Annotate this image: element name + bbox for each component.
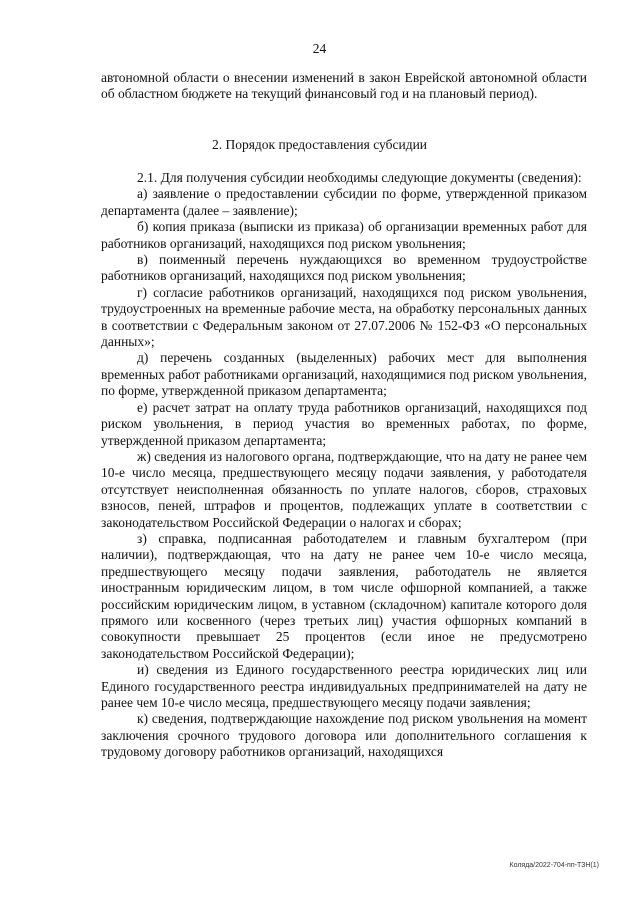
list-item-g: г) согласие работников организаций, находящихся под риском увольнения, трудоустроенных на временные рабочие места, на обработку персональных данных в соответствии с Федеральным законом от 27.07.2006 № 152-ФЗ «О персональных данных»; (101, 284, 587, 350)
list-item-k: к) сведения, подтверждающие нахождение под риском увольнения на момент заключения срочного трудового договора или дополнительного соглашения к трудовому договору работников организаций, находящихся (101, 711, 587, 760)
paragraph-2-1: 2.1. Для получения субсидии необходимы следующие документы (сведения): (137, 170, 582, 185)
list-item-i: и) сведения из Единого государственного реестра юридических лиц или Единого государственного реестра индивидуальных предпринимателей на дату не ранее чем 10-е число месяца, предшествующего месяцу подачи заявления; (101, 662, 587, 710)
intro-paragraph: автономной области о внесении изменений в закон Еврейской автономной области об областном бюджете на текущий финансовый год и на плановый период). (101, 70, 587, 102)
list-item-zh: ж) сведения из налогового органа, подтверждающие, что на дату не ранее чем 10-е число месяца, предшествующего месяцу подачи заявления, у работодателя отсутствует неисполненная обязанность по уплате налогов, сборов, страховых взносов, пеней, штрафов и процентов, подлежащих уплате в соответствии с законодательством Российской Федерации о налогах и сборах; (101, 448, 587, 530)
list-item-b: б) копия приказа (выписки из приказа) об организации временных работ для работников организаций, находящихся под риском увольнения; (101, 219, 587, 251)
footer-code: Коляда/2022-704-пп-ТЗН(1) (509, 862, 599, 869)
page-number: 24 (312, 41, 327, 56)
document-body (101, 170, 587, 761)
list-item-d: д) перечень созданных (выделенных) рабочих мест для выполнения временных работ работниками организаций, находящимися под риском увольнения, по форме, утвержденной приказом департамента; (101, 350, 587, 399)
list-item-v: в) поименный перечень нуждающихся во временном трудоустройстве работников организаций, находящихся под риском увольнения; (101, 252, 587, 284)
intro-block (101, 70, 587, 103)
section-heading: 2. Порядок предоставления субсидии (211, 137, 428, 152)
list-item-a: а) заявление о предоставлении субсидии по форме, утвержденной приказом департамента (далее – заявление); (101, 186, 587, 218)
list-item-z: з) справка, подписанная работодателем и главным бухгалтером (при наличии), подтверждающая, что на дату не ранее чем 10-е число месяца, предшествующего месяцу подачи заявления, работодатель не является иностранным юридическим лицом, в том числе офшорной компанией, а также российским юридическим лицом, в уставном (складочном) капитале которого доля прямого или косвенного (через третьих лиц) участия офшорных компаний в совокупности превышает 25 процентов (если иное не предусмотрено законодательством Российской Федерации); (101, 530, 587, 661)
list-item-e: е) расчет затрат на оплату труда работников организаций, находящихся под риском увольнения, в период участия во временных работах, по форме, утвержденной приказом департамента; (101, 399, 587, 448)
